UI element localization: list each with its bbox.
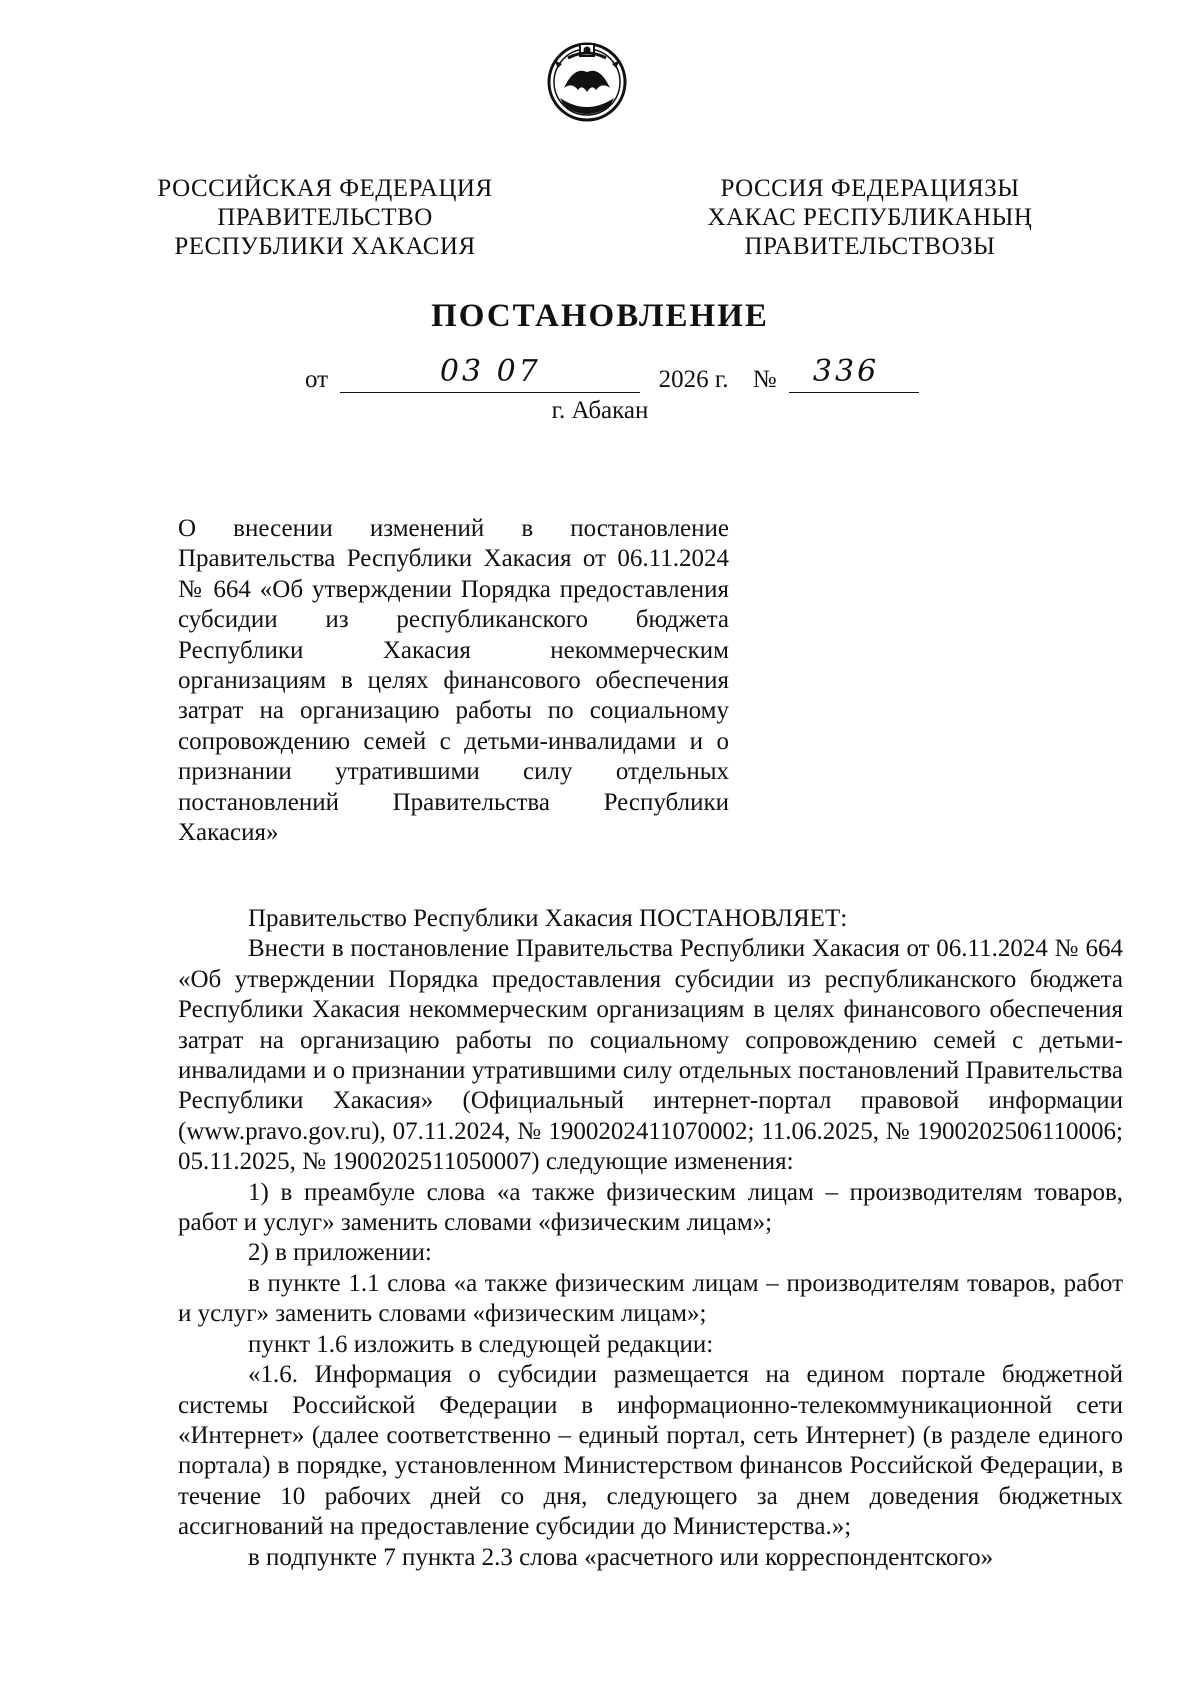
body-paragraph: 2) в приложении:: [248, 1239, 432, 1267]
body-paragraph: Внести в постановление Правительства Республики Хакасия от 06.11.2024 № 664 «Об утверждении Порядка предоставления субсидии из республиканского бюджета Республики Хакасия некоммерческим организациям в целях финансового обеспечения затрат на организацию работы по социальному сопровождению семей с детьми-инвалидами и о признании утратившими силу отдельных постановлений Правительства Республики Хакасия» (Официальный интернет-портал правовой информации (www.pravo.gov.ru), 07.11.2024, № 1900202411070002; 11.06.2025, № 1900202506110006; 05.11.2025, № 1900202511050007) следующие изменения:: [178, 935, 1123, 1176]
document-body: [178, 904, 1123, 1573]
header-left-line-2: ПРАВИТЕЛЬСТВО: [217, 204, 433, 231]
header-left-line-3: РЕСПУБЛИКИ ХАКАСИЯ: [174, 233, 476, 260]
body-paragraph: в пункте 1.1 слова «а также физическим лицам – производителям товаров, работ и услуг» заменить словами «физическим лицам»;: [178, 1269, 1123, 1328]
date-field: [340, 354, 640, 393]
city-label: г. Абакан: [551, 397, 649, 424]
number-field: [789, 354, 919, 393]
coat-of-arms-emblem: [544, 38, 630, 124]
city-line: [0, 397, 1200, 425]
body-paragraph: в подпункте 7 пункта 2.3 слова «расчетного или корреспондентского»: [248, 1543, 994, 1571]
body-paragraph: пункт 1.6 изложить в следующей редакции:: [248, 1330, 714, 1358]
body-paragraph: «1.6. Информация о субсидии размещается на едином портале бюджетной системы Российской Федерации в информационно-телекоммуникационной сети «Интернет» (далее соответственно – единый портал, сеть Интернет) (в разделе единого портала) в порядке, установленном Министерством финансов Российской Федерации, в течение 10 рабочих дней со дня, следующего за днем доведения бюджетных ассигнований на предоставление субсидии до Министерства.»;: [178, 1361, 1123, 1541]
document-subject: О внесении изменений в постановление Правительства Республики Хакасия от 06.11.2024 № 664 «Об утверждении Порядка предоставления субсидии из республиканского бюджета Республики Хакасия некоммерческим организациям в целях финансового обеспечения затрат на организацию работы по социальному сопровождению семей с детьми-инвалидами и о признании утратившими силу отдельных постановлений Правительства Республики Хакасия»: [178, 515, 729, 847]
header-left-line-1: РОССИЙСКАЯ ФЕДЕРАЦИЯ: [157, 175, 493, 202]
year-label: 2026 г.: [658, 366, 729, 393]
date-number-line: [305, 354, 919, 396]
header-right-line-2: ХАКАС РЕСПУБЛИКАНЫҢ: [707, 204, 1033, 231]
body-paragraph: Правительство Республики Хакасия ПОСТАНОВЛЯЕТ:: [248, 905, 848, 932]
header-right-block: [680, 174, 1060, 261]
header-left-block: [150, 174, 500, 261]
header-right-line-1: РОССИЯ ФЕДЕРАЦИЯЗЫ: [720, 175, 1020, 202]
date-prefix: от: [305, 366, 329, 393]
number-handwritten: 336: [812, 354, 880, 389]
date-handwritten: 03 07: [439, 354, 541, 389]
header-right-line-3: ПРАВИТЕЛЬСТВОЗЫ: [744, 233, 996, 260]
number-label: №: [752, 366, 777, 393]
document-title: ПОСТАНОВЛЕНИЕ: [431, 298, 769, 334]
body-paragraph: 1) в преамбуле слова «а также физическим лицам – производителям товаров, работ и услуг» заменить словами «физическим лицам»;: [178, 1178, 1123, 1237]
